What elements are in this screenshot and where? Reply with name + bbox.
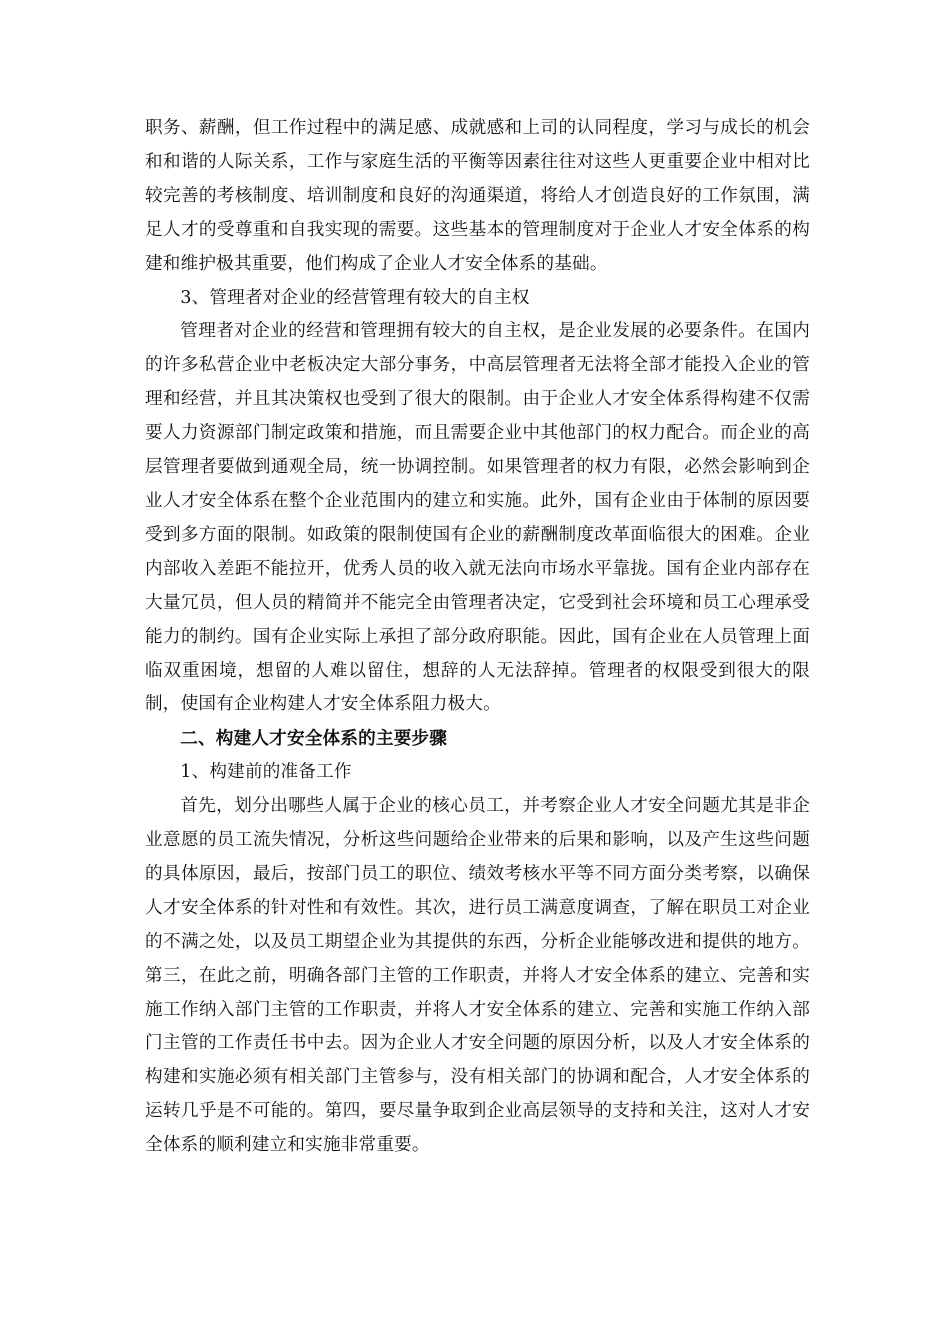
- section-heading-2: 二、构建人才安全体系的主要步骤: [180, 728, 448, 750]
- subsection-heading-3: 3、管理者对企业的经营管理有较大的自主权: [180, 287, 530, 308]
- paragraph-management-autonomy: 管理者对企业的经营和管理拥有较大的自主权，是企业发展的必要条件。在国内的许多私营企业中老板决定大部分事务，中高层管理者无法将全部才能投入企业的管理和经营，并且其决策权也受到了很大的限制。由于企业人才安全体系得构建不仅需要人力资源部门制定政策和措施，而且需要企业中其他部门的权力配合。而企业的高层管理者要做到通观全局，统一协调控制。如果管理者的权力有限，必然会影响到企业人才安全体系在整个企业范围内的建立和实施。此外，国有企业由于体制的原因要受到多方面的限制。如政策的限制使国有企业的薪酬制度改革面临很大的困难。企业内部收入差距不能拉开，优秀人员的收入就无法向市场水平靠拢。国有企业内部存在大量冗员，但人员的精简并不能完全由管理者决定，它受到社会环境和员工心理承受能力的制约。国有企业实际上承担了部分政府职能。因此，国有企业在人员管理上面临双重困境，想留的人难以留住，想辞的人无法辞掉。管理者的权限受到很大的限制，使国有企业构建人才安全体系阻力极大。: [145, 321, 810, 715]
- subsection-heading-1: 1、构建前的准备工作: [180, 762, 352, 783]
- paragraph-continued: 职务、薪酬，但工作过程中的满足感、成就感和上司的认同程度，学习与成长的机会和和谐的人际关系，工作与家庭生活的平衡等因素往往对这些人更重要企业中相对比较完善的考核制度、培训制度和良好的沟通渠道，将给人才创造良好的工作氛围，满足人才的受尊重和自我实现的需要。这些基本的管理制度对于企业人才安全体系的构建和维护极其重要，他们构成了企业人才安全体系的基础。: [145, 118, 810, 274]
- paragraph-preparation-work: 首先，划分出哪些人属于企业的核心员工，并考察企业人才安全问题尤其是非企业意愿的员工流失情况，分析这些问题给企业带来的后果和影响，以及产生这些问题的具体原因，最后，按部门员工的职位、绩效考核水平等不同方面分类考察，以确保人才安全体系的针对性和有效性。其次，进行员工满意度调查，了解在职员工对企业的不满之处，以及员工期望企业为其提供的东西，分析企业能够改进和提供的地方。第三，在此之前，明确各部门主管的工作职责，并将人才安全体系的建立、完善和实施工作纳入部门主管的工作职责，并将人才安全体系的建立、完善和实施工作纳入部门主管的工作责任书中去。因为企业人才安全问题的原因分析，以及人才安全体系的构建和实施必须有相关部门主管参与，没有相关部门的协调和配合，人才安全体系的运转几乎是不可能的。第四，要尽量争取到企业高层领导的支持和关注，这对人才安全体系的顺利建立和实施非常重要。: [145, 796, 810, 1156]
- document-page: [145, 112, 810, 1163]
